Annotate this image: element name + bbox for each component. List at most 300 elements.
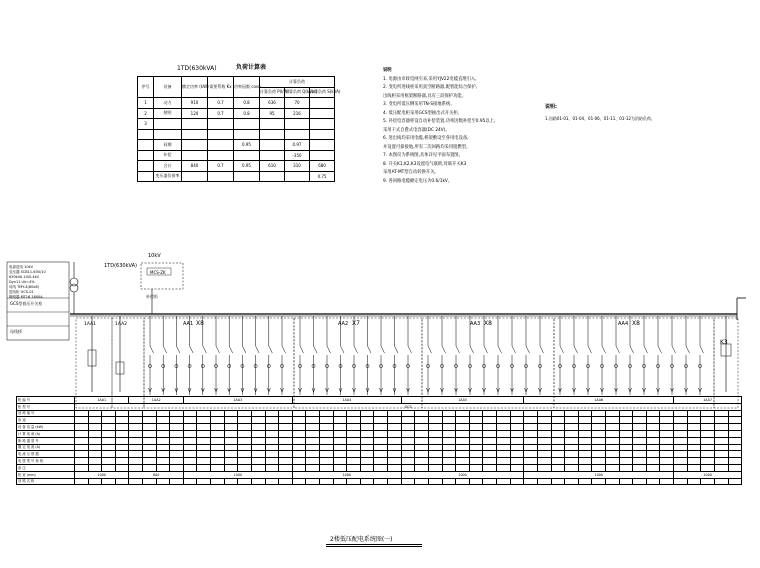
table-cell [401,417,415,424]
bus-coupler-label: K3 [720,339,728,346]
table-cell [469,424,483,431]
table-cell [292,410,306,417]
table-cell [265,410,279,417]
header-cell: 功率因数 cosφ [234,77,260,98]
table-cell [524,410,538,417]
table-cell [633,458,647,465]
table-cell [170,437,184,444]
table-cell [469,451,483,458]
table-cell [660,410,674,417]
table-cell: 补偿 [154,150,182,161]
note-line: 3. 变电所低压侧采用TN-S接地系统。 [383,102,455,107]
table-cell [265,430,279,437]
table-cell [347,464,361,471]
table-cell [565,437,579,444]
table-cell: 照明 [154,108,182,119]
table-cell [224,478,238,485]
table-cell [565,417,579,424]
table-cell [483,478,497,485]
table-cell [428,430,442,437]
transformer-label: 1TD(630kVA) [104,263,137,269]
table-cell [469,430,483,437]
table-cell [75,444,89,451]
table-cell [537,458,551,465]
table-cell [197,464,211,471]
table-cell [292,451,306,458]
table-cell [401,464,415,471]
table-cell [156,424,170,431]
table-cell [211,417,225,424]
table-cell [633,464,647,471]
table-cell [578,417,592,424]
feeder-circuit [298,316,303,395]
table-cell: 2 [138,108,154,119]
table-cell [456,424,470,431]
table-cell [660,458,674,465]
table-cell [674,478,688,485]
table-cell [701,430,715,437]
table-cell [374,458,388,465]
panel-label: X8 [196,320,204,327]
table-cell [265,458,279,465]
table-cell [183,444,197,451]
table-cell [687,478,701,485]
table-cell [279,464,293,471]
table-cell [306,478,320,485]
table-cell [115,458,129,465]
table-cell [238,458,252,465]
table-cell [102,417,116,424]
table-cell [606,464,620,471]
table-cell [102,464,116,471]
table-cell: 3 [138,119,154,130]
table-cell [265,424,279,431]
table-cell [306,410,320,417]
table-cell [687,444,701,451]
table-cell [714,430,728,437]
table-cell [565,464,579,471]
table-cell [129,437,143,444]
table-cell [497,424,511,431]
table-cell [320,410,334,417]
table-cell [401,424,415,431]
table-cell [170,410,184,417]
table-cell [320,430,334,437]
table-cell [401,444,415,451]
table-cell [347,458,361,465]
table-cell [388,451,402,458]
table-cell [374,437,388,444]
table-cell [701,437,715,444]
table-cell [606,451,620,458]
incoming-voltage-label: 10kV [148,253,161,259]
table-cell: 1 [138,98,154,109]
feeder-circuit [426,316,431,395]
note-line: 2. 变电所进线柜采用真空断路器,配智能综合保护, [383,85,478,90]
table-cell [88,437,102,444]
table-cell [728,410,742,417]
table-cell [701,424,715,431]
table-cell [197,444,211,451]
table-cell [75,437,89,444]
table-cell [565,410,579,417]
row-label: 回 路 编 号 [17,410,75,417]
table-cell [592,424,606,431]
table-cell [687,464,701,471]
table-cell [388,464,402,471]
table-cell [497,478,511,485]
table-cell [674,464,688,471]
table-cell [619,410,633,417]
table-cell [129,417,143,424]
table-cell [292,424,306,431]
table-cell [115,417,129,424]
table-cell [156,451,170,458]
table-cell [524,424,538,431]
table-cell: 1AA5 [401,397,524,404]
table-cell [687,424,701,431]
table-cell: 1AA2 [129,397,183,404]
table-cell [646,451,660,458]
table-cell [565,458,579,465]
table-cell [197,458,211,465]
table-cell [75,424,89,431]
feeder-circuit [241,316,246,395]
table-cell [238,410,252,417]
table-cell [524,417,538,424]
table-cell: 1AA4 [292,397,401,404]
table-cell [646,478,660,485]
table-cell [660,444,674,451]
table-cell [238,444,252,451]
table-cell [483,430,497,437]
table-cell [129,430,143,437]
table-cell [415,444,429,451]
row-label: 额 定 电 流 (A) [17,444,75,451]
table-cell [510,444,524,451]
table-cell [565,444,579,451]
table-cell: 910 [182,98,208,109]
table-cell [551,451,565,458]
feeder-circuit [254,316,259,395]
table-cell [251,437,265,444]
row-label: 断 路 器 型 号 [17,437,75,444]
table-cell [483,451,497,458]
table-cell [333,410,347,417]
table-cell [401,451,415,458]
table-cell [483,424,497,431]
table-cell [660,478,674,485]
table-cell [578,444,592,451]
table-cell [483,458,497,465]
table-cell [606,458,620,465]
note-line: 4. 低压配电柜采用GCS型抽出式开关柜。 [383,110,462,116]
table-cell [88,417,102,424]
table-cell [211,444,225,451]
row-label: 柜 编 号 [17,397,75,404]
table-cell: 680 [310,161,335,172]
feeder-circuit [482,316,487,395]
table-cell [483,437,497,444]
table-cell [197,478,211,485]
feeder-circuit [510,316,515,395]
table-cell [197,437,211,444]
table-cell [388,430,402,437]
table-cell [211,458,225,465]
table-row [17,417,742,424]
header-cell: 序号 [138,77,154,98]
table-cell: 0.8 [234,108,260,119]
table-cell [170,444,184,451]
table-cell [728,424,742,431]
table-cell [306,451,320,458]
table-cell [524,478,538,485]
table-cell [537,417,551,424]
table-cell [115,424,129,431]
table-cell [170,478,184,485]
table-cell [633,424,647,431]
feeder-circuit [670,316,675,395]
table-cell: 同期 [154,140,182,151]
table-cell [551,458,565,465]
table-cell [388,417,402,424]
table-cell [646,458,660,465]
side-notes-heading: 说明: [545,104,557,110]
table-cell: 0.75 [310,171,335,182]
table-cell [401,430,415,437]
table-cell [197,410,211,417]
table-cell [483,417,497,424]
table-cell [497,430,511,437]
table-cell [428,424,442,431]
feeder-circuit [267,316,272,395]
table-cell: 0.8 [234,98,260,109]
table-cell [592,451,606,458]
table-cell [497,410,511,417]
table-cell [374,478,388,485]
table-cell [251,410,265,417]
table-cell [674,444,688,451]
table-cell [183,451,197,458]
table-cell [551,430,565,437]
table-cell [524,444,538,451]
table-cell [211,430,225,437]
table-cell [510,437,524,444]
table-cell [646,430,660,437]
table-cell [347,417,361,424]
table-cell [251,458,265,465]
table-cell [102,444,116,451]
table-cell: 70 [285,98,310,109]
table-cell [578,451,592,458]
table-cell: 0.7 [208,161,234,172]
table-cell [442,458,456,465]
table-cell [687,451,701,458]
table-cell [483,464,497,471]
table-cell [524,464,538,471]
table-cell [415,410,429,417]
table-cell [360,417,374,424]
table-cell [211,451,225,458]
table-cell [524,437,538,444]
table-cell [551,478,565,485]
table-cell [469,417,483,424]
panel-label: X7 [352,320,360,327]
table-cell [129,464,143,471]
table-cell: 0.95 [234,140,260,151]
table-cell [75,417,89,424]
feeder-circuit [656,316,661,395]
table-cell [156,430,170,437]
cabinet-label: 母线桥 [10,329,22,334]
table-cell [88,424,102,431]
table-cell: 1000 [292,471,401,478]
table-cell: 1000 [75,471,129,478]
table-cell [415,424,429,431]
table-cell [687,458,701,465]
table-cell [633,437,647,444]
note-line: 7. 本图仅为系统图,具体详见平面布置图。 [383,153,463,158]
table-cell [320,478,334,485]
table-cell [292,430,306,437]
table-cell [606,424,620,431]
table-cell [292,444,306,451]
table-cell [646,437,660,444]
table-cell [510,410,524,417]
table-cell [701,478,715,485]
feeder-circuit [572,316,577,395]
table-cell [75,464,89,471]
table-cell [442,444,456,451]
table-cell [88,444,102,451]
table-cell [592,437,606,444]
table-cell: 120 [182,108,208,119]
table-cell [714,478,728,485]
table-cell [360,444,374,451]
table-cell [143,437,157,444]
table-cell [415,458,429,465]
table-cell [469,458,483,465]
table-cell [224,444,238,451]
table-cell [660,437,674,444]
table-cell [88,478,102,485]
table-cell [238,451,252,458]
load-table-transformer: 1TD(630kVA) [177,65,217,72]
table-cell [606,437,620,444]
table-row [17,410,742,417]
table-cell [88,464,102,471]
note-line: 并设置可靠接地,所有二次回路均采用阻燃型。 [383,144,471,150]
feeder-circuit [352,316,357,395]
table-cell [360,478,374,485]
table-cell [497,451,511,458]
capacitor-box-label: MCS-ZK [150,270,166,275]
table-cell [347,451,361,458]
feeder-circuit [201,316,206,395]
table-cell: 610 [260,161,285,172]
table-cell: 0.7 [208,98,234,109]
table-cell [251,417,265,424]
table-cell [483,410,497,417]
table-cell [333,444,347,451]
table-cell [374,464,388,471]
table-cell [75,458,89,465]
circuit-data-table [16,396,741,485]
header-cell: 计算负荷 P(kW) [260,87,285,98]
table-cell [551,437,565,444]
table-cell [524,458,538,465]
table-cell [565,424,579,431]
table-cell [388,424,402,431]
table-cell [102,410,116,417]
table-cell [279,430,293,437]
table-cell [197,451,211,458]
table-row [17,464,742,471]
table-cell [619,424,633,431]
table-cell [551,424,565,431]
table-cell [102,451,116,458]
table-cell [660,430,674,437]
table-cell [428,437,442,444]
panel-header-label: 1AA1 [84,322,97,327]
table-cell: 动力 [154,98,182,109]
panel-id: AA3 [470,321,481,327]
table-cell [401,410,415,417]
table-cell [75,451,89,458]
panel-label: X8 [632,320,640,327]
table-cell [660,464,674,471]
table-cell [88,410,102,417]
panel-label: X8 [484,320,492,327]
table-cell [224,410,238,417]
table-cell [129,458,143,465]
info-line: 电源进线 10kV [9,265,33,269]
header-cell: 计算负荷 S(kVA) [310,87,335,98]
table-cell: 1000 [674,471,742,478]
table-cell [456,444,470,451]
table-cell [347,437,361,444]
table-cell [156,410,170,417]
table-cell [183,464,197,471]
table-cell [333,437,347,444]
table-cell [592,464,606,471]
info-line: 母线 TMY-4(80x8) [9,285,39,289]
table-cell [551,417,565,424]
table-cell [211,424,225,431]
table-cell [143,478,157,485]
feeder-circuit [406,316,411,395]
row-label: 回 路 名 称 [17,478,75,485]
table-cell [333,458,347,465]
table-cell [292,437,306,444]
table-cell [537,451,551,458]
table-cell [728,430,742,437]
table-cell [224,451,238,458]
table-cell [224,458,238,465]
table-cell [251,464,265,471]
table-cell [75,410,89,417]
table-cell [333,451,347,458]
table-cell [510,417,524,424]
table-cell [374,430,388,437]
table-cell [633,444,647,451]
table-cell [415,478,429,485]
load-table-title: 负荷计算表 [236,64,267,71]
table-cell [238,424,252,431]
table-cell [292,464,306,471]
table-cell [333,464,347,471]
table-cell [251,451,265,458]
